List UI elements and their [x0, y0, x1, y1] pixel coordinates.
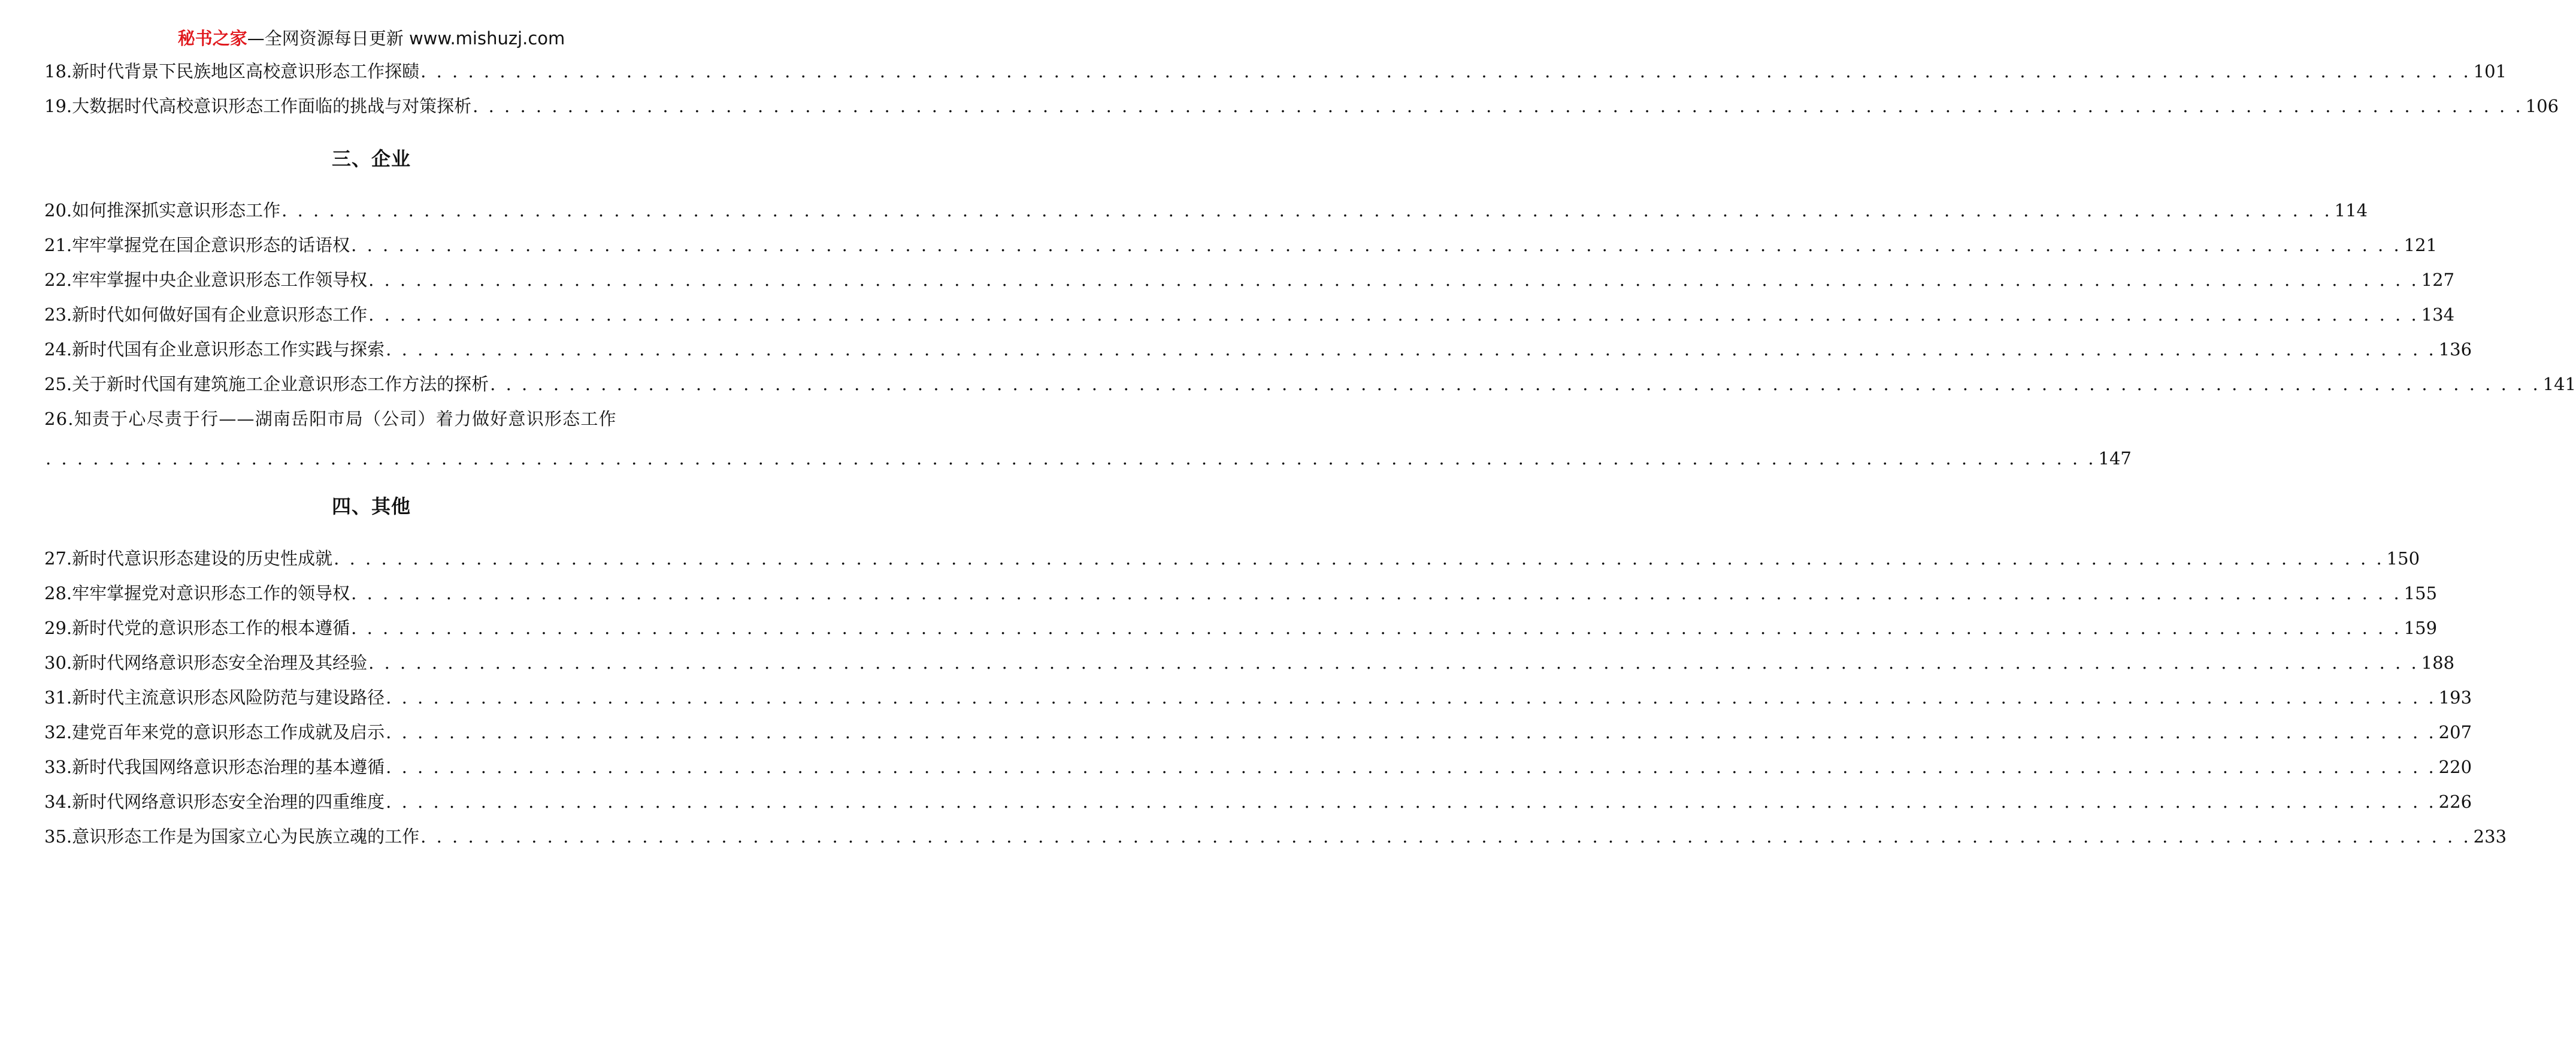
toc-leader-dots: [385, 754, 2436, 780]
toc-entry-title: 新时代国有企业意识形态工作实践与探索: [72, 339, 385, 360]
toc-entry-page: 188: [2419, 650, 2454, 676]
header-slogan: —全网资源每日更新 www.mishuzj.com: [247, 28, 565, 49]
toc-entry-page: 136: [2436, 336, 2472, 363]
toc-entry-page: 141: [2541, 371, 2576, 397]
toc-entry[interactable]: [44, 615, 2438, 641]
toc-entry[interactable]: [44, 371, 2576, 397]
toc-entry-number: 30.: [44, 653, 72, 673]
toc-entry-number: 33.: [44, 757, 72, 777]
toc-entry-number: 21.: [44, 235, 72, 255]
toc-leader-dots: [350, 232, 2402, 258]
toc-leader-dots: [44, 445, 2096, 472]
toc-entry[interactable]: [44, 580, 2438, 606]
toc-leader-dots: [489, 371, 2541, 397]
toc-entry[interactable]: [44, 545, 2420, 572]
toc-entry[interactable]: [44, 789, 2472, 815]
toc-entry-title: 牢牢掌握党在国企意识形态的话语权: [72, 235, 350, 255]
section-heading: 四、其他: [331, 495, 411, 518]
toc-entry-page: 159: [2402, 615, 2437, 641]
toc-entry[interactable]: [44, 267, 2455, 293]
toc-entry[interactable]: [44, 719, 2472, 745]
toc-entry-page: 147: [2096, 445, 2132, 472]
toc-entry[interactable]: [44, 336, 2472, 363]
toc-entry-number: 25.: [44, 374, 72, 394]
toc-entry[interactable]: [44, 754, 2472, 780]
toc-entry-number: 35.: [44, 826, 72, 847]
toc-entry-number: 32.: [44, 722, 72, 742]
toc-entry-number: 26.: [44, 409, 74, 429]
toc-entry-title: 新时代党的意识形态工作的根本遵循: [72, 618, 350, 638]
toc-leader-dots: [419, 823, 2471, 850]
toc-leader-dots: [350, 580, 2402, 606]
section-heading: 三、企业: [331, 147, 411, 170]
toc-entry-page: 155: [2402, 580, 2437, 606]
toc-entry[interactable]: [44, 684, 2472, 711]
toc-leader-dots: [471, 93, 2523, 119]
toc-entry-number: 29.: [44, 618, 72, 638]
toc-leader-dots: [332, 545, 2384, 572]
toc-leader-dots: [385, 684, 2436, 711]
toc-leader-dots: [385, 336, 2436, 363]
toc-entry-number: 31.: [44, 687, 72, 708]
toc-entry[interactable]: [44, 823, 2507, 850]
toc-leader-dots: [350, 615, 2402, 641]
toc-entry-number: 18.: [44, 61, 72, 81]
toc-entry-number: 34.: [44, 792, 72, 812]
toc-entry-page: 114: [2332, 197, 2368, 224]
toc-entry-title: 新时代背景下民族地区高校意识形态工作探赜: [72, 61, 420, 81]
toc-entry-title: 新时代主流意识形态风险防范与建设路径: [72, 687, 385, 708]
toc-entry[interactable]: [44, 406, 2132, 472]
toc-entry-title: 如何推深抓实意识形态工作: [72, 200, 281, 221]
toc-entry-number: 23.: [44, 304, 72, 325]
toc-entry-page: 121: [2402, 232, 2437, 258]
toc-entry-page: 226: [2436, 789, 2472, 815]
toc-entry[interactable]: [44, 197, 2368, 224]
toc-entry[interactable]: [44, 301, 2455, 328]
toc-entry-title: 新时代网络意识形态安全治理的四重维度: [72, 792, 385, 812]
toc-leader-dots: [419, 58, 2471, 84]
toc-entry-title: 新时代意识形态建设的历史性成就: [72, 548, 333, 569]
toc-entry-title: 新时代网络意识形态安全治理及其经验: [72, 653, 368, 673]
toc-entry-page: 101: [2471, 58, 2507, 84]
toc-entry-page: 207: [2436, 719, 2472, 745]
toc-entry-number: 27.: [44, 548, 72, 569]
toc-entry[interactable]: [44, 93, 2559, 119]
brand-name: 秘书之家: [177, 28, 247, 49]
toc-entry-title: 意识形态工作是为国家立心为民族立魂的工作: [72, 826, 420, 847]
toc-entry-page: 220: [2436, 754, 2472, 780]
toc-entry-title: 牢牢掌握党对意识形态工作的领导权: [72, 583, 350, 603]
toc-entry-title: 新时代如何做好国有企业意识形态工作: [72, 304, 368, 325]
toc-entry-title: 知责于心尽责于行——湖南岳阳市局（公司）着力做好意识形态工作: [74, 409, 617, 429]
toc-entry-number: 20.: [44, 200, 72, 221]
toc-leader-dots: [367, 301, 2419, 328]
toc-entry-number: 22.: [44, 270, 72, 290]
toc-entry-number: 24.: [44, 339, 72, 360]
toc-entry-page: 134: [2419, 301, 2454, 328]
toc-entry-page: 106: [2523, 93, 2559, 119]
toc-leader-dots: [385, 789, 2436, 815]
toc-entry-number: 19.: [44, 96, 72, 116]
toc-leader-dots: [367, 650, 2419, 676]
toc-entry-title: 大数据时代高校意识形态工作面临的挑战与对策探析: [72, 96, 472, 116]
toc-leader-dots: [367, 267, 2419, 293]
toc-entry-page: 233: [2471, 823, 2507, 850]
toc-entry-page: 127: [2419, 267, 2454, 293]
toc-entry-title: 建党百年来党的意识形态工作成就及启示: [72, 722, 385, 742]
toc-entry-page: 193: [2436, 684, 2472, 711]
toc-entry-page: 150: [2384, 545, 2420, 572]
toc-entry-title: 新时代我国网络意识形态治理的基本遵循: [72, 757, 385, 777]
toc-entry-number: 28.: [44, 583, 72, 603]
toc-entry[interactable]: [44, 232, 2438, 258]
toc-leader-dots: [385, 719, 2436, 745]
toc-entry[interactable]: [44, 650, 2455, 676]
page-header: [0, 26, 743, 50]
toc-entry-title: 关于新时代国有建筑施工企业意识形态工作方法的探析: [72, 374, 489, 394]
toc-entry-title: 牢牢掌握中央企业意识形态工作领导权: [72, 270, 368, 290]
toc-leader-dots: [280, 197, 2332, 224]
toc-entry[interactable]: [44, 58, 2507, 84]
